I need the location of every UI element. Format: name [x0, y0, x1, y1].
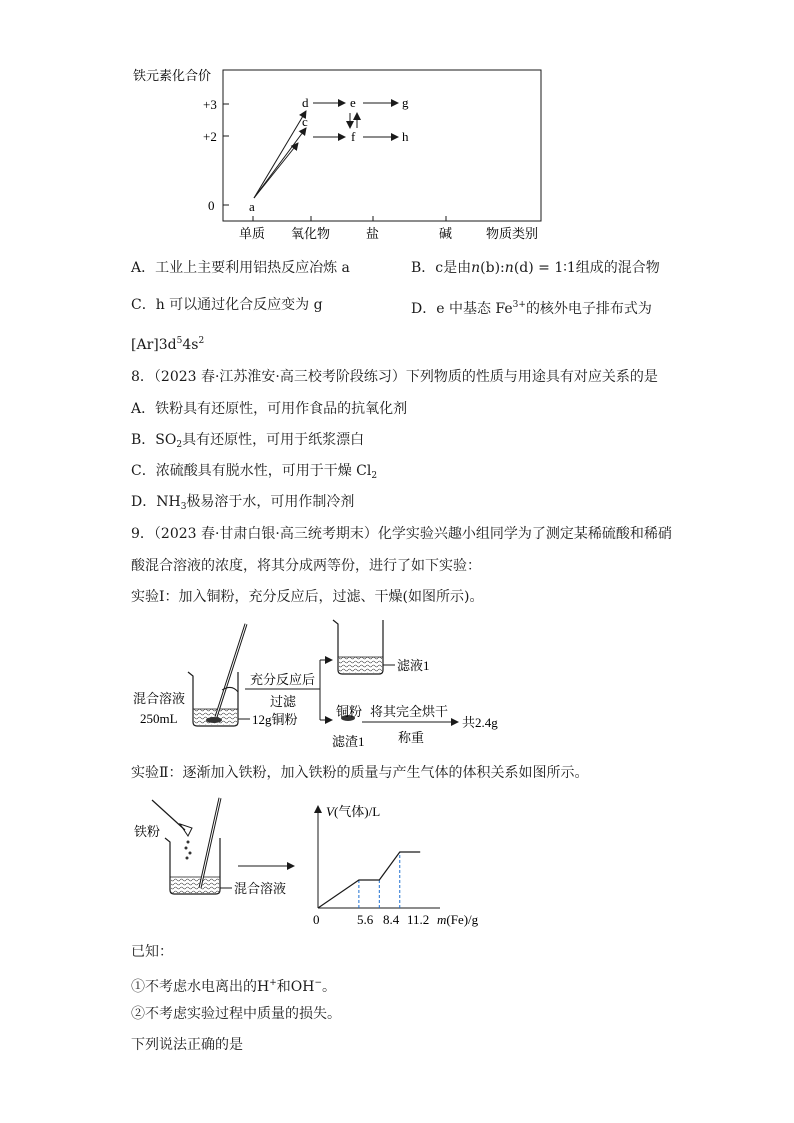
- q9-exp2-text: 实验Ⅱ：逐渐加入铁粉，加入铁粉的质量与产生气体的体积关系如图所示。: [131, 765, 589, 781]
- exp2-figure: [0, 790, 794, 930]
- filtrate-label: 滤液1: [397, 658, 430, 673]
- q8-option-a: A．铁粉具有还原性，可用作食品的抗氧化剂: [131, 401, 408, 417]
- point-d: d: [302, 95, 309, 110]
- weigh-label: 称重: [398, 730, 425, 745]
- arrow-a-f: [254, 143, 298, 198]
- q8-option-b: B．$SO_2$具有还原性，可用于纸浆漂白: [131, 432, 365, 450]
- chart-origin: 0: [313, 912, 320, 927]
- mix-solution-label-2: 混合溶液: [234, 881, 287, 896]
- q8-stem: 8．（2023 春·江苏淮安·高三校考阶段练习）下列物质的性质与用途具有对应关系的是: [131, 369, 658, 385]
- copper-label: 12g铜粉: [252, 712, 298, 727]
- ytick-zero: 0: [208, 198, 215, 213]
- q7-option-a: A．工业上主要利用铝热反应冶炼 a: [131, 260, 350, 276]
- point-a: a: [249, 199, 255, 214]
- xtick-5.6: 5.6: [357, 912, 374, 927]
- xcat-element: 单质: [239, 226, 266, 241]
- iron-powder-label: 铁粉: [134, 824, 161, 839]
- gas-volume-chart: [313, 804, 479, 927]
- xtick-8.4: 8.4: [383, 912, 400, 927]
- point-g: g: [402, 95, 409, 110]
- diagram-ylabel: 铁元素化合价: [133, 68, 212, 83]
- xtick-11.2: 11.2: [407, 912, 430, 927]
- q9-exp1-text: 实验Ⅰ：加入铜粉，充分反应后，过滤、干燥(如图所示)。: [131, 589, 484, 605]
- diagram-frame: [223, 70, 541, 221]
- chart-ylabel: V(气体)/L: [326, 804, 381, 819]
- react-label-1: 充分反应后: [250, 672, 316, 687]
- total-mass-label: 共2.4g: [462, 715, 498, 730]
- q7-option-d: D．e 中基态 $Fe^{3+}$的核外电子排布式为: [411, 300, 652, 317]
- q7-option-c: C．h 可以通过化合反应变为 g: [131, 297, 323, 313]
- dry-label: 将其完全烘干: [370, 704, 449, 719]
- point-c: c: [302, 114, 308, 129]
- residue-label: 滤渣1: [332, 734, 365, 749]
- spoon: [180, 824, 192, 836]
- point-h: h: [402, 129, 409, 144]
- iron-valence-diagram: [0, 0, 794, 250]
- mix-label: 混合溶液: [133, 691, 186, 706]
- gas-volume-line: [318, 852, 420, 908]
- exp1-figure: [0, 612, 794, 752]
- known-heading: 已知：: [131, 944, 173, 960]
- known-item-1: ①不考虑水电离出的H+和OH−。: [131, 978, 336, 995]
- copper-residue-label: 铜粉: [336, 704, 363, 719]
- q7-option-b: B．c是由n(b):n(d) = 1∶1组成的混合物: [411, 260, 660, 276]
- xcat-oxide: 氧化物: [291, 226, 331, 241]
- point-e: e: [350, 95, 356, 110]
- q8-option-c: C．浓硫酸具有脱水性，可用于干燥 $Cl_2$: [131, 463, 378, 481]
- arrow-a-d: [254, 111, 306, 198]
- react-label-2: 过滤: [270, 694, 297, 709]
- q9-stem-line2: 酸混合溶液的浓度，将其分成两等份，进行了如下实验：: [131, 558, 481, 574]
- q8-option-d: D．$NH_3$极易溶于水，可用作制冷剂: [131, 494, 355, 512]
- known-item-2: ②不考虑实验过程中质量的损失。: [131, 1006, 341, 1022]
- q9-question: 下列说法正确的是: [131, 1037, 243, 1053]
- diagram-xlabel: 物质类别: [486, 226, 539, 241]
- mix-volume: 250mL: [140, 711, 178, 726]
- q7-option-d-config: $[Ar]3d^54s^2$: [131, 336, 205, 353]
- point-f: f: [351, 129, 356, 144]
- ytick-plus2: +2: [203, 129, 217, 144]
- xcat-salt: 盐: [366, 226, 380, 241]
- ytick-plus3: +3: [203, 97, 217, 112]
- copper-powder-pile: [206, 717, 222, 723]
- xcat-base: 碱: [439, 226, 453, 241]
- chart-xlabel: m(Fe)/g: [437, 912, 479, 927]
- q9-stem-line1: 9．（2023 春·甘肃白银·高三统考期末）化学实验兴趣小组同学为了测定某稀硫酸和稀硝: [131, 526, 672, 542]
